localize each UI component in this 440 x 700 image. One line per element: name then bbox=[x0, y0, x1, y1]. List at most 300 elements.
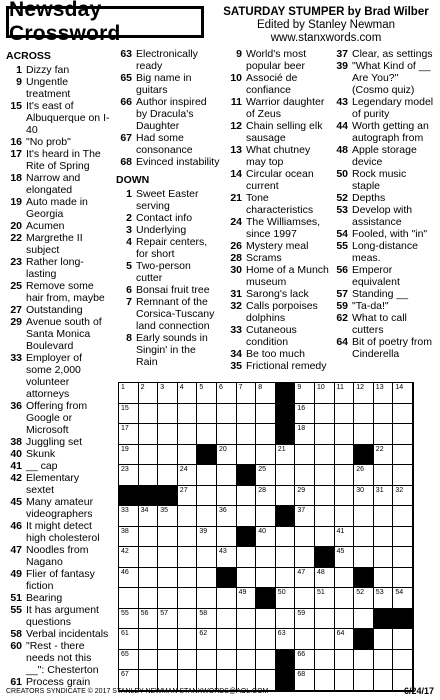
clue-item bbox=[226, 192, 330, 216]
grid-cell[interactable] bbox=[158, 568, 178, 589]
clue-text: Underlying bbox=[136, 224, 187, 236]
grid-cell[interactable] bbox=[354, 650, 374, 671]
clue-item bbox=[6, 220, 110, 232]
grid-cell[interactable] bbox=[197, 424, 217, 445]
cell-number: 15 bbox=[121, 404, 129, 412]
grid-cell[interactable] bbox=[295, 609, 315, 630]
clue-text: Narrow and elongated bbox=[26, 172, 81, 196]
puzzle-title: SATURDAY STUMPER by Brad Wilber bbox=[223, 6, 429, 18]
grid-cell[interactable] bbox=[217, 506, 237, 527]
puzzle-date: 6/24/17 bbox=[403, 686, 434, 696]
clue-text: "What Kind of __ Are You?" (Cosmo quiz) bbox=[352, 60, 431, 96]
grid-cell[interactable] bbox=[354, 506, 374, 527]
clue-text: Offering from Google or Microsoft bbox=[26, 400, 88, 436]
grid-cell[interactable] bbox=[374, 383, 394, 404]
grid-cell[interactable] bbox=[217, 527, 237, 548]
clue-text: Warrior daughter of Zeus bbox=[246, 96, 325, 120]
clue-number: 2 bbox=[126, 212, 132, 224]
grid-cell[interactable] bbox=[178, 609, 198, 630]
puzzle-header bbox=[6, 0, 434, 45]
clue-item bbox=[116, 72, 220, 96]
grid-cell[interactable] bbox=[256, 527, 276, 548]
grid-cell[interactable] bbox=[315, 445, 335, 466]
clue-item bbox=[6, 436, 110, 448]
grid-cell[interactable] bbox=[374, 465, 394, 486]
grid-cell[interactable] bbox=[178, 588, 198, 609]
grid-cell[interactable] bbox=[139, 527, 159, 548]
grid-cell[interactable] bbox=[237, 629, 257, 650]
grid-cell[interactable] bbox=[158, 383, 178, 404]
grid-cell[interactable] bbox=[197, 650, 217, 671]
clue-text: Had some consonance bbox=[136, 132, 193, 156]
clue-text: Rock music staple bbox=[352, 168, 407, 192]
grid-cell[interactable] bbox=[256, 445, 276, 466]
grid-cell[interactable] bbox=[197, 527, 217, 548]
cell-number: 5 bbox=[199, 384, 204, 391]
grid-cell[interactable] bbox=[119, 588, 139, 609]
grid-cell[interactable] bbox=[158, 465, 178, 486]
grid-cell[interactable] bbox=[374, 527, 394, 548]
black-square bbox=[276, 383, 296, 404]
editor-line: Edited by Stanley Newman bbox=[256, 19, 396, 31]
grid-cell[interactable] bbox=[197, 486, 217, 507]
clue-item bbox=[226, 48, 330, 72]
clue-number: 9 bbox=[16, 76, 22, 88]
clue-text: Verbal incidentals bbox=[26, 628, 109, 640]
grid-cell[interactable] bbox=[393, 424, 413, 445]
clue-item bbox=[226, 216, 330, 240]
clue-number: 30 bbox=[230, 264, 242, 276]
grid-cell[interactable] bbox=[374, 588, 394, 609]
grid-cell[interactable] bbox=[119, 404, 139, 425]
clue-number: 67 bbox=[120, 132, 132, 144]
grid-cell[interactable] bbox=[237, 506, 257, 527]
grid-cell[interactable] bbox=[393, 588, 413, 609]
black-square bbox=[217, 568, 237, 589]
grid-cell[interactable] bbox=[178, 547, 198, 568]
cell-number: 25 bbox=[258, 466, 266, 474]
grid-cell[interactable] bbox=[237, 383, 257, 404]
grid-cell[interactable] bbox=[315, 383, 335, 404]
credit-line: CREATORS SYNDICATE © 2017 STANLEY NEWMAN STANXWORDS@AOL.COM bbox=[6, 688, 269, 695]
grid-cell[interactable] bbox=[119, 547, 139, 568]
grid-cell[interactable] bbox=[295, 404, 315, 425]
grid-cell[interactable] bbox=[139, 424, 159, 445]
grid-cell[interactable] bbox=[354, 404, 374, 425]
grid-cell[interactable] bbox=[335, 568, 355, 589]
grid-cell[interactable] bbox=[139, 609, 159, 630]
grid-cell[interactable] bbox=[295, 588, 315, 609]
grid-cell[interactable] bbox=[119, 650, 139, 671]
grid-cell[interactable] bbox=[374, 486, 394, 507]
grid-cell[interactable] bbox=[119, 609, 139, 630]
cell-number: 17 bbox=[121, 425, 129, 433]
grid-cell[interactable] bbox=[295, 547, 315, 568]
clue-item bbox=[6, 520, 110, 544]
grid-cell[interactable] bbox=[256, 609, 276, 630]
grid-cell[interactable] bbox=[139, 445, 159, 466]
cell-number: 55 bbox=[121, 609, 129, 617]
cell-number: 6 bbox=[219, 384, 223, 391]
grid-cell[interactable] bbox=[393, 404, 413, 425]
grid-cell[interactable] bbox=[119, 465, 139, 486]
grid-cell[interactable] bbox=[237, 650, 257, 671]
grid-cell[interactable] bbox=[354, 547, 374, 568]
grid-cell[interactable] bbox=[335, 465, 355, 486]
grid-cell[interactable] bbox=[393, 527, 413, 548]
clue-text: Electronically ready bbox=[136, 48, 198, 72]
grid-cell[interactable] bbox=[393, 445, 413, 466]
clue-item bbox=[332, 300, 434, 312]
grid-cell[interactable] bbox=[256, 506, 276, 527]
clue-number: 32 bbox=[230, 300, 242, 312]
cell-number: 4 bbox=[179, 384, 184, 391]
clue-number: 68 bbox=[120, 156, 132, 168]
clue-text: The Williamses, since 1997 bbox=[246, 216, 321, 240]
grid-cell[interactable] bbox=[276, 629, 296, 650]
grid-cell[interactable] bbox=[374, 445, 394, 466]
grid-cell[interactable] bbox=[119, 424, 139, 445]
grid-cell[interactable] bbox=[197, 547, 217, 568]
grid-cell[interactable] bbox=[217, 650, 237, 671]
grid-cell[interactable] bbox=[256, 629, 276, 650]
grid-cell[interactable] bbox=[354, 424, 374, 445]
grid-cell[interactable] bbox=[315, 486, 335, 507]
grid-cell[interactable] bbox=[237, 424, 257, 445]
grid-cell[interactable] bbox=[217, 404, 237, 425]
clue-number: 5 bbox=[126, 260, 132, 272]
grid-cell[interactable] bbox=[158, 445, 178, 466]
grid-cell[interactable] bbox=[256, 383, 276, 404]
grid-cell[interactable] bbox=[335, 588, 355, 609]
grid-cell[interactable] bbox=[374, 404, 394, 425]
grid-cell[interactable] bbox=[217, 383, 237, 404]
grid-cell[interactable] bbox=[139, 547, 159, 568]
clue-text: Auto made in Georgia bbox=[26, 196, 88, 220]
cell-number: 65 bbox=[121, 650, 129, 658]
clue-item bbox=[332, 48, 434, 60]
clue-number: 12 bbox=[230, 120, 242, 132]
grid-cell[interactable] bbox=[335, 506, 355, 527]
cell-number: 14 bbox=[395, 384, 404, 391]
grid-cell[interactable] bbox=[335, 629, 355, 650]
cell-number: 23 bbox=[121, 466, 129, 474]
grid-cell[interactable] bbox=[178, 568, 198, 589]
grid-cell[interactable] bbox=[295, 650, 315, 671]
clue-item bbox=[6, 544, 110, 568]
clue-number: 25 bbox=[10, 280, 22, 292]
grid-cell[interactable] bbox=[139, 465, 159, 486]
grid-cell[interactable] bbox=[237, 404, 257, 425]
clue-number: 37 bbox=[336, 48, 348, 60]
clue-text: Margrethe II subject bbox=[26, 232, 83, 256]
grid-cell[interactable] bbox=[139, 404, 159, 425]
grid-cell[interactable] bbox=[217, 424, 237, 445]
clue-number: 20 bbox=[10, 220, 22, 232]
clue-item bbox=[6, 352, 110, 400]
grid-cell[interactable] bbox=[237, 486, 257, 507]
grid-cell[interactable] bbox=[237, 588, 257, 609]
grid-cell[interactable] bbox=[354, 383, 374, 404]
grid-cell[interactable] bbox=[197, 588, 217, 609]
grid-cell[interactable] bbox=[354, 588, 374, 609]
grid-cell[interactable] bbox=[335, 547, 355, 568]
clue-item bbox=[116, 296, 220, 332]
clue-item bbox=[6, 604, 110, 628]
grid-cell[interactable] bbox=[335, 383, 355, 404]
grid-cell[interactable] bbox=[178, 527, 198, 548]
grid-cell[interactable] bbox=[354, 465, 374, 486]
grid-cell[interactable] bbox=[354, 527, 374, 548]
cell-number: 16 bbox=[297, 404, 306, 412]
clue-item bbox=[226, 96, 330, 120]
grid-cell[interactable] bbox=[139, 650, 159, 671]
grid-cell[interactable] bbox=[335, 486, 355, 507]
grid-cell[interactable] bbox=[158, 547, 178, 568]
clue-number: 26 bbox=[230, 240, 242, 252]
clue-item bbox=[332, 120, 434, 144]
clue-text: Bit of poetry from Cinderella bbox=[352, 336, 432, 360]
grid-cell[interactable] bbox=[237, 445, 257, 466]
cell-number: 48 bbox=[317, 568, 325, 576]
grid-cell[interactable] bbox=[256, 486, 276, 507]
grid-cell[interactable] bbox=[335, 527, 355, 548]
clue-item bbox=[332, 60, 434, 96]
grid-cell[interactable] bbox=[276, 527, 296, 548]
grid-cell[interactable] bbox=[178, 506, 198, 527]
grid-cell[interactable] bbox=[295, 465, 315, 486]
clue-number: 47 bbox=[10, 544, 22, 556]
grid-cell[interactable] bbox=[256, 568, 276, 589]
cell-number: 46 bbox=[121, 568, 129, 576]
grid-cell[interactable] bbox=[335, 609, 355, 630]
grid-cell[interactable] bbox=[256, 404, 276, 425]
clue-item bbox=[226, 288, 330, 300]
grid-cell[interactable] bbox=[217, 445, 237, 466]
grid-cell[interactable] bbox=[315, 629, 335, 650]
grid-cell[interactable] bbox=[119, 568, 139, 589]
black-square bbox=[354, 568, 374, 589]
grid-cell[interactable] bbox=[178, 650, 198, 671]
grid-cell[interactable] bbox=[374, 424, 394, 445]
clue-text: Contact info bbox=[136, 212, 193, 224]
grid-cell[interactable] bbox=[158, 609, 178, 630]
clue-column-1 bbox=[6, 48, 110, 688]
cell-number: 35 bbox=[160, 507, 168, 515]
grid-cell[interactable] bbox=[295, 629, 315, 650]
grid-cell[interactable] bbox=[217, 609, 237, 630]
grid-cell[interactable] bbox=[178, 629, 198, 650]
grid-cell[interactable] bbox=[158, 650, 178, 671]
grid-cell[interactable] bbox=[256, 424, 276, 445]
grid-cell[interactable] bbox=[393, 465, 413, 486]
grid-cell[interactable] bbox=[197, 568, 217, 589]
grid-cell[interactable] bbox=[315, 424, 335, 445]
clue-number: 49 bbox=[10, 568, 22, 580]
grid-cell[interactable] bbox=[276, 588, 296, 609]
grid-cell[interactable] bbox=[295, 445, 315, 466]
grid-cell[interactable] bbox=[354, 609, 374, 630]
cell-number: 42 bbox=[121, 548, 129, 556]
grid-cell[interactable] bbox=[139, 568, 159, 589]
grid-cell[interactable] bbox=[276, 609, 296, 630]
clue-number: 23 bbox=[10, 256, 22, 268]
grid-cell[interactable] bbox=[158, 629, 178, 650]
clue-column-3 bbox=[226, 48, 330, 372]
clue-number: 66 bbox=[120, 96, 132, 108]
grid-cell[interactable] bbox=[197, 465, 217, 486]
grid-cell[interactable] bbox=[237, 609, 257, 630]
grid-cell[interactable] bbox=[315, 588, 335, 609]
clue-item bbox=[116, 96, 220, 132]
grid-cell[interactable] bbox=[374, 629, 394, 650]
grid-cell[interactable] bbox=[393, 506, 413, 527]
grid-cell[interactable] bbox=[295, 383, 315, 404]
clue-number: 44 bbox=[336, 120, 348, 132]
clue-text: Employer of some 2,000 volunteer attorneys bbox=[26, 352, 83, 400]
grid-cell[interactable] bbox=[139, 383, 159, 404]
grid-cell[interactable] bbox=[119, 506, 139, 527]
grid-cell[interactable] bbox=[276, 465, 296, 486]
grid-cell[interactable] bbox=[335, 650, 355, 671]
grid-cell[interactable] bbox=[139, 506, 159, 527]
grid-cell[interactable] bbox=[315, 650, 335, 671]
cell-number: 13 bbox=[375, 384, 384, 391]
clue-text: It's east of Albuquerque on I-40 bbox=[26, 100, 110, 136]
cell-number: 51 bbox=[317, 589, 325, 597]
grid-cell[interactable] bbox=[217, 486, 237, 507]
grid-cell[interactable] bbox=[178, 445, 198, 466]
cell-number: 59 bbox=[297, 609, 306, 617]
grid-cell[interactable] bbox=[315, 609, 335, 630]
grid-cell[interactable] bbox=[139, 629, 159, 650]
grid-cell[interactable] bbox=[119, 383, 139, 404]
grid-cell[interactable] bbox=[295, 424, 315, 445]
grid-cell[interactable] bbox=[354, 486, 374, 507]
grid-cell[interactable] bbox=[374, 650, 394, 671]
clue-text: Cutaneous condition bbox=[246, 324, 297, 348]
grid-cell[interactable] bbox=[158, 588, 178, 609]
grid-cell[interactable] bbox=[374, 547, 394, 568]
grid-cell[interactable] bbox=[197, 629, 217, 650]
cell-number: 67 bbox=[121, 671, 129, 679]
grid-cell[interactable] bbox=[393, 650, 413, 671]
clue-text: Circular ocean current bbox=[246, 168, 314, 192]
clue-item bbox=[6, 256, 110, 280]
grid-cell[interactable] bbox=[217, 629, 237, 650]
grid-cell[interactable] bbox=[119, 527, 139, 548]
grid-cell[interactable] bbox=[276, 568, 296, 589]
grid-cell[interactable] bbox=[276, 547, 296, 568]
black-square bbox=[276, 650, 296, 671]
grid-cell[interactable] bbox=[335, 404, 355, 425]
grid-cell[interactable] bbox=[295, 486, 315, 507]
grid-cell[interactable] bbox=[217, 588, 237, 609]
cell-number: 19 bbox=[121, 445, 129, 453]
grid-cell[interactable] bbox=[393, 486, 413, 507]
clue-item bbox=[116, 260, 220, 284]
clue-item bbox=[6, 172, 110, 196]
grid-cell[interactable] bbox=[178, 486, 198, 507]
grid-cell[interactable] bbox=[158, 506, 178, 527]
grid-cell[interactable] bbox=[393, 383, 413, 404]
cell-number: 32 bbox=[395, 486, 404, 494]
grid-cell[interactable] bbox=[256, 650, 276, 671]
clue-item bbox=[332, 144, 434, 168]
clue-text: Sarong's lack bbox=[246, 288, 309, 300]
grid-cell[interactable] bbox=[178, 424, 198, 445]
grid-cell[interactable] bbox=[276, 486, 296, 507]
grid-cell[interactable] bbox=[393, 547, 413, 568]
grid-cell[interactable] bbox=[295, 506, 315, 527]
clue-number: 29 bbox=[10, 316, 22, 328]
grid-cell[interactable] bbox=[237, 547, 257, 568]
clue-text: Calls porpoises dolphins bbox=[246, 300, 318, 324]
clue-item bbox=[6, 76, 110, 100]
clue-number: 51 bbox=[10, 592, 22, 604]
grid-cell[interactable] bbox=[197, 383, 217, 404]
grid-cell[interactable] bbox=[256, 465, 276, 486]
grid-cell[interactable] bbox=[197, 404, 217, 425]
grid-cell[interactable] bbox=[315, 465, 335, 486]
grid-cell[interactable] bbox=[335, 445, 355, 466]
clue-text: Chain selling elk sausage bbox=[246, 120, 323, 144]
grid-cell[interactable] bbox=[158, 424, 178, 445]
grid-cell[interactable] bbox=[139, 588, 159, 609]
cell-number: 37 bbox=[297, 507, 306, 515]
clue-item bbox=[332, 96, 434, 120]
clue-text: Fooled, with "in" bbox=[352, 228, 428, 240]
grid-cell[interactable] bbox=[393, 629, 413, 650]
clue-number: 53 bbox=[336, 204, 348, 216]
grid-cell[interactable] bbox=[217, 547, 237, 568]
grid-cell[interactable] bbox=[178, 404, 198, 425]
grid-cell[interactable] bbox=[335, 424, 355, 445]
grid-cell[interactable] bbox=[178, 465, 198, 486]
grid-cell[interactable] bbox=[315, 568, 335, 589]
clue-text: Mystery meal bbox=[246, 240, 309, 252]
grid-cell[interactable] bbox=[217, 465, 237, 486]
clue-text: Scrams bbox=[246, 252, 282, 264]
clue-text: "Rest - there needs not this __": Chesterton bbox=[26, 640, 99, 676]
grid-cell[interactable] bbox=[158, 527, 178, 548]
grid-cell[interactable] bbox=[295, 568, 315, 589]
grid-cell[interactable] bbox=[374, 506, 394, 527]
grid-cell[interactable] bbox=[158, 404, 178, 425]
grid-cell[interactable] bbox=[315, 404, 335, 425]
grid-cell[interactable] bbox=[315, 506, 335, 527]
grid-cell[interactable] bbox=[256, 547, 276, 568]
grid-cell[interactable] bbox=[119, 445, 139, 466]
grid-cell[interactable] bbox=[374, 568, 394, 589]
clue-number: 63 bbox=[120, 48, 132, 60]
grid-cell[interactable] bbox=[119, 629, 139, 650]
grid-cell[interactable] bbox=[315, 527, 335, 548]
clue-column-2 bbox=[116, 48, 220, 368]
clue-text: Avenue south of Santa Monica Boulevard bbox=[26, 316, 102, 352]
grid-cell[interactable] bbox=[178, 383, 198, 404]
grid-cell[interactable] bbox=[393, 568, 413, 589]
clue-number: 19 bbox=[10, 196, 22, 208]
grid-cell[interactable] bbox=[276, 445, 296, 466]
grid-cell[interactable] bbox=[295, 527, 315, 548]
grid-cell[interactable] bbox=[197, 609, 217, 630]
cell-number: 26 bbox=[356, 466, 364, 474]
black-square bbox=[119, 486, 139, 507]
grid-cell[interactable] bbox=[237, 568, 257, 589]
clue-text: Repair centers, for short bbox=[136, 236, 208, 260]
grid-cell[interactable] bbox=[197, 506, 217, 527]
